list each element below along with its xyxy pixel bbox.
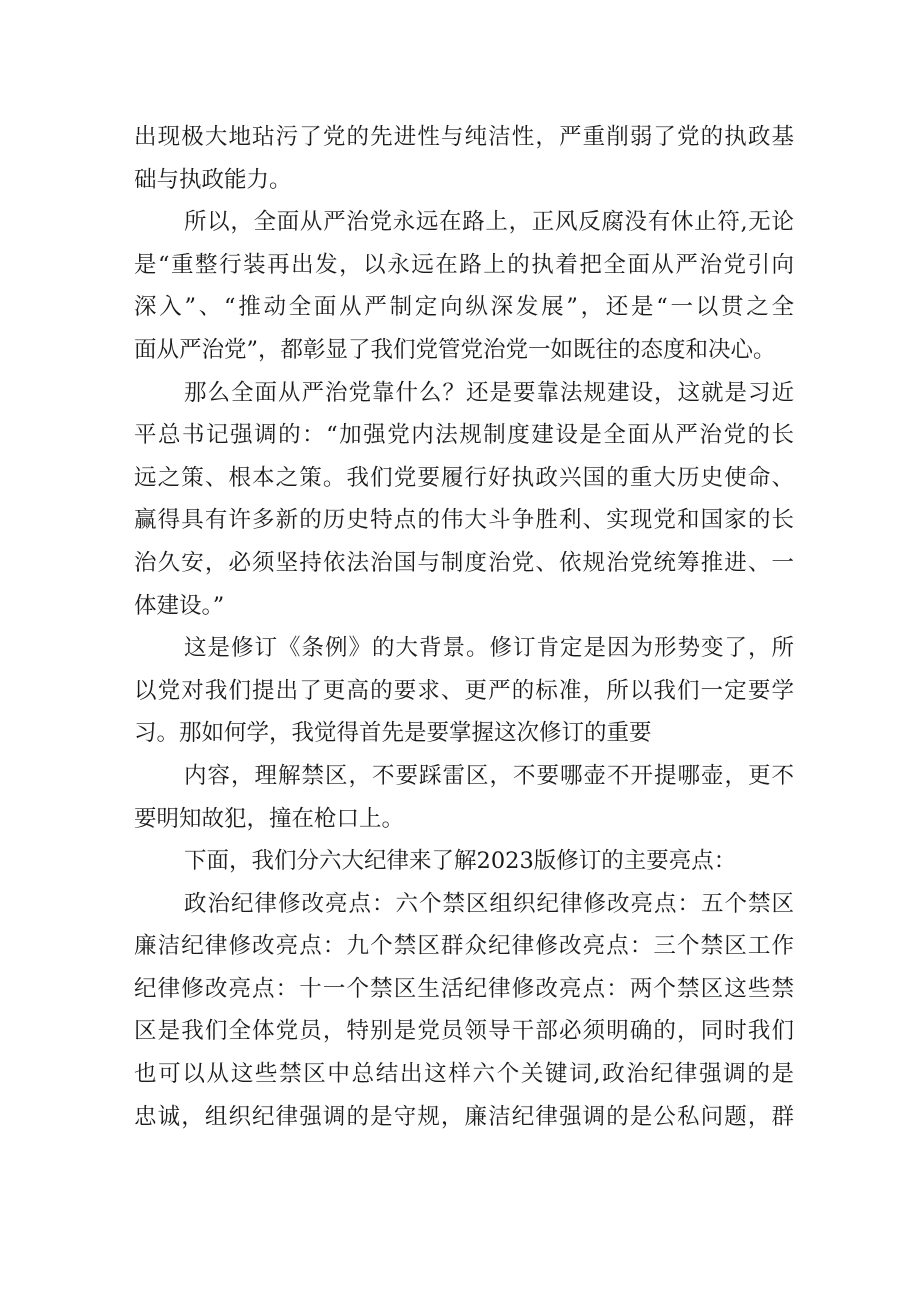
text-line: 区是我们全体党员，特别是党员领导干部必须明确的，同时我们: [134, 1018, 794, 1045]
text-line: 体建设。”: [134, 592, 225, 619]
text-line: 下面，我们分六大纪律来了解2023版修订的主要亮点：: [184, 848, 737, 875]
text-line: 所以，全面从严治党永远在路上，正风反腐没有休止符,无论: [184, 209, 794, 236]
paragraph: [134, 372, 794, 628]
text-line: 出现极大地玷污了党的先进性与纯洁性，严重削弱了党的执政基: [134, 124, 794, 150]
text-line: 面从严治党”，都彰显了我们党管党治党一如既往的态度和决心。: [134, 336, 776, 363]
text-line: 政治纪律修改亮点：六个禁区组织纪律修改亮点：五个禁区: [184, 890, 794, 917]
paragraph: [134, 755, 794, 840]
text-line: 以党对我们提出了更高的要求、更严的标准，所以我们一定要学: [134, 677, 794, 704]
text-line: 要明知故犯，撞在枪口上。: [134, 805, 405, 832]
text-line: 赢得具有许多新的历史特点的伟大斗争胜利、实现党和国家的长: [134, 507, 794, 534]
text-line: 础与执政能力。: [134, 166, 292, 193]
text-line: 纪律修改亮点：十一个禁区生活纪律修改亮点：两个禁区这些禁: [134, 975, 794, 1002]
text-line: 远之策、根本之策。我们党要履行好执政兴国的重大历史使命、: [134, 464, 794, 491]
text-line: 这是修订《条例》的大背景。修订肯定是因为形势变了，所: [184, 635, 794, 662]
text-line: 忠诚，组织纪律强调的是守规，廉洁纪律强调的是公私问题，群: [134, 1103, 794, 1130]
text-line: 习。那如何学，我觉得首先是要掌握这次修订的重要: [134, 720, 652, 747]
text-line: 是“重整行装再出发，以永远在路上的执着把全面从严治党引向: [134, 251, 794, 278]
paragraph: [134, 201, 794, 371]
text-line: 治久安，必须坚持依法治国与制度治党、依规治党统筹推进、一: [134, 549, 794, 576]
paragraph: [134, 116, 794, 201]
text-line: 那么全面从严治党靠什么？还是要靠法规建设，这就是习近: [184, 379, 794, 406]
text-line: 内容，理解禁区，不要踩雷区，不要哪壶不开提哪壶，更不: [184, 762, 794, 789]
text-line: 平总书记强调的：“加强党内法规制度建设是全面从严治党的长: [134, 422, 794, 449]
paragraph: [134, 627, 794, 755]
paragraph: [134, 840, 794, 883]
text-line: 也可以从这些禁区中总结出这样六个关键词,政治纪律强调的是: [134, 1061, 794, 1088]
text-line: 廉洁纪律修改亮点：九个禁区群众纪律修改亮点：三个禁区工作: [134, 933, 794, 960]
text-line: 深入”、“推动全面从严制定向纵深发展”，还是“一以贯之全: [134, 294, 794, 321]
document-body: [134, 116, 794, 1138]
paragraph: [134, 883, 794, 1139]
